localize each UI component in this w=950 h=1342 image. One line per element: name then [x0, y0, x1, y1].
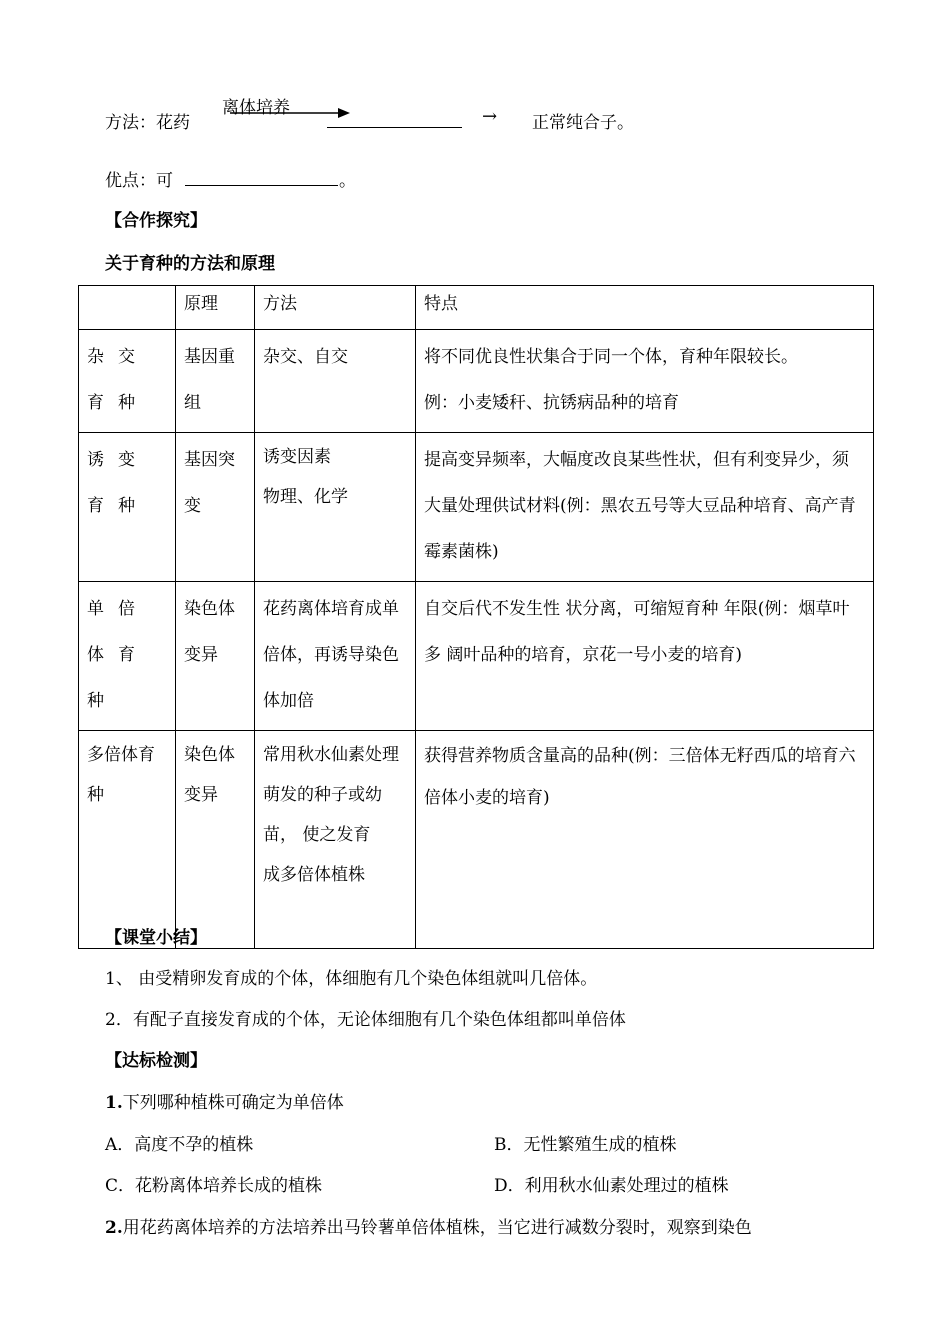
question-number: 2. [105, 1218, 123, 1238]
feature-line: 提高变异频率，大幅度改良某些性状，但有利变异少，须大量处理供试材料(例：黑农五号等大豆品种培育、高产青霉素菌株) [424, 450, 856, 562]
feature-line: 例：小麦矮秆、抗锈病品种的培育 [424, 393, 679, 413]
question-text: 用花药离体培养的方法培养出马铃薯单倍体植株，当它进行减数分裂时，观察到染色 [122, 1218, 752, 1238]
question-text: 下列哪种植株可确定为单倍体 [122, 1093, 344, 1113]
summary-item: 1、 由受精卵发育成的个体，体细胞有几个染色体组就叫几倍体。 [105, 969, 598, 989]
method-line: 常用秋水仙素处理萌发的种子或幼苗， 使之发育 [263, 745, 399, 845]
header-cell: 特点 [416, 286, 874, 330]
option-d[interactable]: D．利用秋水仙素处理过的植株 [494, 1176, 729, 1196]
method-line: 诱变因素 [263, 447, 331, 467]
option-c[interactable]: C．花粉离体培养长成的植株 [105, 1176, 323, 1196]
method-line: 物理、化学 [263, 487, 348, 507]
row-principle: 染色体变异 [176, 582, 255, 731]
feature-line: 将不同优良性状集合于同一个体，育种年限较长。 [424, 347, 798, 367]
table-title: 关于育种的方法和原理 [105, 254, 275, 274]
row-feature [416, 582, 874, 731]
row-feature [416, 731, 874, 949]
header-cell: 原理 [176, 286, 255, 330]
header-cell: 方法 [255, 286, 416, 330]
row-name: 杂交育种 [79, 330, 176, 433]
section-test: 【达标检测】 [105, 1051, 207, 1071]
method-result: 正常纯合子。 [532, 113, 634, 133]
summary-item: 2．有配子直接发育成的个体，无论体细胞有几个染色体组都叫单倍体 [105, 1010, 626, 1030]
feature-line: 获得营养物质含量高的品种(例：三倍体无籽西瓜的培育六倍体小麦的培育) [424, 746, 856, 808]
table-row [79, 731, 874, 949]
small-arrow-icon: → [482, 106, 498, 127]
feature-line: 自交后代不发生性 状分离，可缩短育种 年限(例：烟草叶多 阔叶品种的培育，京花一号小麦的培育) [424, 599, 850, 665]
arrow-text: 离体培养 [222, 98, 290, 118]
table-header-row [79, 286, 874, 330]
option-b[interactable]: B．无性繁殖生成的植株 [494, 1135, 677, 1155]
row-feature [416, 330, 874, 433]
row-principle: 基因突变 [176, 433, 255, 582]
row-method [255, 582, 416, 731]
section-summary: 【课堂小结】 [105, 928, 207, 948]
table-row [79, 582, 874, 731]
row-principle: 基因重组 [176, 330, 255, 433]
row-feature [416, 433, 874, 582]
row-principle: 染色体变异 [176, 731, 255, 949]
row-method [255, 330, 416, 433]
question-1 [105, 1088, 344, 1113]
row-method [255, 731, 416, 949]
advantage-end: 。 [339, 171, 356, 191]
section-cooperate: 【合作探究】 [105, 211, 207, 231]
method-line: 杂交、自交 [263, 347, 348, 367]
method-label: 方法：花药 [105, 113, 190, 133]
row-name: 诱变育种 [79, 433, 176, 582]
breeding-table [78, 285, 874, 949]
row-name: 多倍体育种 [79, 731, 176, 949]
method-line: 花药离体培育成单倍体，再诱导染色体加倍 [263, 599, 399, 711]
question-number: 1. [105, 1093, 123, 1113]
advantage-blank[interactable] [185, 167, 338, 186]
method-line: 成多倍体植株 [263, 865, 365, 885]
method-blank[interactable] [327, 109, 462, 128]
header-cell [79, 286, 176, 330]
table-row [79, 330, 874, 433]
table-row [79, 433, 874, 582]
option-a[interactable]: A．高度不孕的植株 [105, 1135, 254, 1155]
row-name: 单倍体育种 [79, 582, 176, 731]
row-method [255, 433, 416, 582]
question-2 [105, 1213, 752, 1238]
advantage-label: 优点：可 [105, 171, 173, 191]
